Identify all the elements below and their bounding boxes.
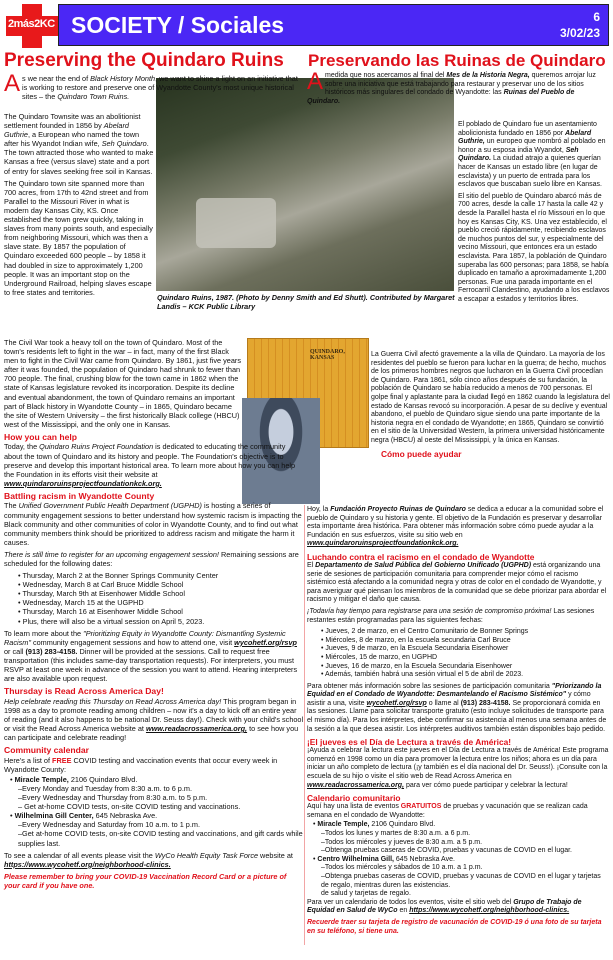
venue-detail-es: –Todos los miércoles y jueves de 8:30 a.m. a 5 p.m. — [321, 838, 483, 846]
venue-detail: –Every Wednesday and Thursday from 8:30 a.m. to 5 p.m. — [18, 793, 208, 803]
english-column-bottom — [4, 338, 304, 893]
session-item: • Thursday, March 16 at Eisenhower Middle School — [18, 607, 304, 616]
section-heading-read-es: ¡El jueves es el Día de Lectura a través de América! — [307, 737, 512, 748]
paragraph-register-es: ¡Todavía hay tiempo para registrarse para una sesión de compromiso próxima! Las sesiones restantes están programadas para las siguientes fechas: — [307, 607, 595, 624]
issue-date: 3/02/23 — [559, 26, 600, 40]
paragraph-all-events: To see a calendar of all events please visit the WyCo Health Equity Task Force website at https://www.wycohetf.org/neighborhood-clinics. — [4, 850, 293, 869]
venue-detail-es: –Todos los miércoles y sábados de 10 a.m. a 1 p.m. — [321, 864, 483, 872]
section-title: SOCIETY / Sociales — [71, 12, 285, 38]
headline-spanish: Preservando las Ruinas de Quindaro — [308, 51, 606, 70]
intro-paragraph: As we near the end of Black History Month, we want to shine a light on an initiative that is working to restore and preserve one of Wyandotte County's most unique historical sites – the Quindaro Town Ruins. — [4, 70, 298, 102]
english-column-top — [4, 112, 154, 300]
paragraph-learn-more: To learn more about the "Prioritizing Equity in Wyandotte County: Dismantling Systemic Racism" community engagement sessions and how to attend one, visit wycohetf.org/rsvp or call (913) 283-4158. Dinner will be provided at the sessions. Call to request free transportation (this includes same-day transportation requests). For interpreters, you must RSVP at least one week in advance of the session you want to attend. Hearing interpreters are also available upon request. — [4, 628, 298, 684]
venue-item-es: • Centro Wilhelmina Gill, 645 Nebraska Ave. — [313, 856, 609, 865]
english-intro — [4, 70, 304, 104]
paragraph-site-span: The Quindaro town site spanned more than 700 acres, from 17th to 42nd street and from Parallel to the Missouri River in what is modern day Kansas City, KS. Once established the town grew quickly, taking in slaves from many points south, and especially from neighboring Missouri, which was then a slave state. By 1857 the population of Quindaro exceeded 600 people – by 1858 it had doubled in size to approximately 1,200 people. It was an important stop on the Underground Railroad, helping slaves escape to free states and territories. — [4, 178, 153, 297]
phone-number-es: (913) 283-4158. — [460, 699, 511, 707]
session-item: • Wednesday, March 8 at Carl Bruce Middle School — [18, 580, 304, 589]
venue-detail: –Get at-home COVID tests, on-site COVID testing and vaccinations, and gift cards while supplies last. — [18, 829, 303, 848]
section-banner — [58, 4, 609, 46]
venue-list-es — [307, 821, 609, 830]
spanish-column-civilwar — [371, 351, 611, 459]
paragraph-help: Today, the Quindaro Ruins Project Foundation is dedicated to educating the community about the town of Quindaro and its history and people. The Foundation's objective is to preserve and develop this important historical area. To learn more about how you can help the Foundation in its efforts visit their website at www.quindaroruinsprojectfoundationkck.org. — [4, 442, 296, 488]
paragraph-townsite-es: El poblado de Quindaro fue un asentamiento abolicionista fundado en 1856 por Abelard Guthrie, un europeo que nombró al poblado en honor a su esposa india Wyandot, Seh Quindaro. La ciudad atrajo a quienes querían hacer de Kansas un estado libre (en lugar de esclavista) y un puerto de entrada para los esclavos que buscaban suelo libre en Kansas. — [458, 121, 606, 189]
foundation-website-link[interactable]: www.quindaroruinsprojectfoundationkck.org. — [4, 478, 162, 488]
session-item: • Wednesday, March 15 at the UGPHD — [18, 598, 304, 607]
clinics-link-es[interactable]: https://www.wycohetf.org/neighborhood-clinics. — [409, 907, 570, 915]
headline-english: Preserving the Quindaro Ruins — [4, 50, 284, 71]
read-across-america-link-es[interactable]: www.readacrossamerica.org, — [307, 781, 405, 789]
sessions-list-es — [307, 628, 609, 680]
session-item-es: • Miércoles, 8 de marzo, en la escuela secundaria Carl Bruce — [321, 637, 609, 646]
session-item: • Thursday, March 9th at Eisenhower Middle School — [18, 589, 304, 598]
paragraph-read: Help celebrate reading this Thursday on Read Across America day! This program began in 1998 as a day to promote reading among children – now it's a day to kick off an entire year of reading (and it also happens to be national Dr. Seuss day!). Check with your child's school or visit the Read Across America website at www.readacrossamerica.org, to see how you can participate and celebrate reading! — [4, 696, 304, 743]
quindaro-ruins-photo — [156, 78, 454, 291]
section-heading-calendar: Community calendar — [4, 745, 90, 756]
logo-text: 2más2KC — [8, 18, 55, 30]
venue-detail: –Every Monday and Tuesday from 8:30 a.m. to 6 p.m. — [18, 783, 192, 793]
session-item-es: • Jueves, 2 de marzo, en el Centro Comunitario de Bonner Springs — [321, 628, 609, 637]
paragraph-calendar-intro: Here's a list of FREE COVID testing and vaccination events that occur every week in Wyandotte County: — [4, 755, 278, 774]
drop-cap-es: A — [307, 68, 324, 95]
venue-detail-es: de salud y tarjetas de regalo. — [321, 890, 411, 898]
sessions-list — [4, 571, 304, 626]
venue-detail-es: –Obtenga pruebas caseras de COVID, pruebas y vacunas de COVID en el lugar. — [321, 847, 572, 855]
venue-list — [4, 775, 304, 784]
map-title: QUINDARO, KANSAS — [310, 349, 345, 361]
vaccination-card-reminder: Please remember to bring your COVID-19 Vaccination Record Card or a picture of your card if you have one. — [4, 871, 287, 890]
section-heading-read: Thursday is Read Across America Day! — [4, 686, 164, 697]
read-across-america-link[interactable]: www.readacrossamerica.org, — [145, 723, 248, 733]
vaccination-card-reminder-es: Recuerde traer su tarjeta de registro de vacunación de COVID-19 ó una foto de su tarjeta en su teléfono, si tiene una. — [307, 918, 602, 935]
intro-paragraph-es: Amedida que nos acercamos al final del Mes de la Historia Negra, queremos arrojar luz sobre una iniciativa que está trabajando para restaurar y preservar uno de los sitios históricos más singulares del condado de Wyandotte: las Ruinas del Pueblo de Quindaro. — [307, 68, 596, 105]
rsvp-link[interactable]: wycohetf.org/rsvp — [234, 637, 297, 647]
paragraph-help-es: Hoy, la Fundación Proyecto Ruinas de Quindaro se dedica a educar a la comunidad sobre el pueblo de Quindaro y su historia y gente. El objetivo de la Fundación es preservar y desarrollar esta importante área histórica. Para obtener más información sobre cómo puede ayudar a la Fundación en sus esfuerzos, visite su sitio web en www.quindaroruinsprojectfoundationkck.org. — [307, 506, 604, 548]
venue-item: • Wilhelmina Gill Center, 645 Nebraska Ave. — [10, 811, 304, 820]
paragraph-racism-es: El Departamento de Salud Pública del Gobierno Unificado (UGPHD) está organizando una serie de sesiones de participación comunitaria para comprender mejor cómo el racismo sistémico está afectando a la comunidad negra y otras de color en el condado de Wyandotte, y para averiguar qué piensan los miembros de la comunidad que se debe priorizar para abordar el racismo y mitigar el daño que causa. — [307, 561, 607, 604]
clinics-link[interactable]: https://www.wycohetf.org/neighborhood-clinics. — [4, 859, 171, 869]
spanish-column-bottom — [307, 506, 609, 939]
session-item: • Plus, there will also be a virtual session on April 5, 2023. — [18, 617, 304, 626]
section-heading-help-es: Cómo puede ayudar — [381, 448, 462, 459]
spanish-intro — [307, 68, 609, 109]
page-info — [560, 9, 600, 41]
paragraph-register: There is still time to register for an upcoming engagement session! Remaining sessions are scheduled for the following dates: — [4, 549, 299, 568]
venue-detail-es: –Todos los lunes y martes de 8:30 a.m. a 6 p.m. — [321, 830, 471, 837]
paragraph-townsite: The Quindaro Townsite was an abolitionist settlement founded in 1856 by Abelard Guthrie, a European who named the town after his Wyandot Indian wife, Seh Quindaro. The town attracted those who wanted to make Kansas a free (versus slave) state and a port of entry for slaves seeking free soil in Kansas. — [4, 112, 154, 176]
paragraph-site-span-es: El sitio del pueblo de Quindaro abarcó más de 700 acres, desde la calle 17 hasta la calle 42 y desde la Parallel hasta el río Missouri en lo que hoy es Kansas City, KS. Una vez establecido, el pueblo creció rápidamente, recibiendo esclavos de muchos puntos del sur, y especialmente del vecino Missouri, que entonces era un estado esclavista. Para 1857, la población de Quindaro superaba las 600 personas; para 1858, se había duplicado en tamaño a aproximadamente 1,200 personas. Fue una parada importante en el Ferrocarril Clandestino, ayudando a los esclavos a escapar a estados y territorios libres. — [458, 192, 610, 303]
publication-logo — [6, 4, 60, 48]
photo-caption: Quindaro Ruins, 1987. (Photo by Denny Smith and Ed Shutt). Contributed by Margaret Landis – KCK Public Library — [157, 293, 455, 312]
paragraph-calendar-intro-es: Aquí hay una lista de eventos GRATUITOS de pruebas y vacunación que se realizan cada semana en el condado de Wyandotte: — [307, 803, 588, 819]
paragraph-all-events-es: Para ver un calendario de todos los eventos, visite el sitio web del Grupo de Trabajo de Equidad en Salud de WyCo en https://www.wycohetf.org/neighborhood-clinics. — [307, 898, 582, 915]
session-item-es: • Además, también habrá una sesión virtual el 5 de abril de 2023. — [321, 671, 609, 680]
spanish-column-side — [458, 121, 610, 307]
session-item: • Thursday, March 2 at the Bonner Springs Community Center — [18, 571, 304, 580]
column-divider — [304, 505, 305, 945]
rsvp-link-es[interactable]: wycohetf.org/rsvp — [366, 699, 427, 707]
page-number: 6 — [593, 10, 600, 24]
venue-detail-es: –Obtenga pruebas caseras de COVID, pruebas y vacunas de COVID en el lugar y tarjetas de regalo, mientras duren las existencias. — [321, 872, 601, 889]
venue-detail: –Every Wednesday and Saturday from 10 a.m. to 1 p.m. — [18, 820, 200, 830]
venue-list-es — [307, 856, 609, 865]
section-heading-racism: Battling racism in Wyandotte County — [4, 490, 155, 501]
venue-item: • Miracle Temple, 2106 Quindaro Blvd. — [10, 775, 304, 784]
section-heading-racism-es: Luchando contra el racismo en el condado de Wyandotte — [307, 551, 535, 562]
session-item-es: • Jueves, 16 de marzo, en la Escuela Secundaria Eisenhower — [321, 663, 609, 672]
paragraph-civil-war-es: La Guerra Civil afectó gravemente a la villa de Quindaro. La mayoría de los residentes del pueblo se fueron para luchar en la guerra; de hecho, muchos de los primeros hombres negros que lucharon en la Guerra Civil procedían de Quindaro. Para 1861, sólo cinco años después de su fundación, la población de Quindaro se había reducido a menos de 700 personas. El golpe final y aplastante para la ciudad llegó en 1862 cuando la legislatura del estado de Kansas revocó su incorporación. A pesar de su declive y eventual abandono, el pueblo de Quindaro sigue siendo una parte importante de la historia negra en el condado de Wyandotte; en 1865, Quindaro se convirtió en el sitio de la Universidad Western, la primera universidad históricamente negra (HBCU) al oeste del Mississippi, y la única en Kansas. — [371, 351, 610, 444]
paragraph-learn-more-es: Para obtener más información sobre las sesiones de participación comunitaria "Priorizando la Equidad en el Condado de Wyandotte: Desmantelando el Racismo Sistémico" y cómo asistir a una, visite wycohetf.org/rsvp o llame al (913) 283-4158. Se proporcionará comida en las sesiones. Llame para solicitar transporte gratuito (esto incluye solicitudes de transporte para el mismo día). Para los intérpretes, debe confirmar su asistencia al menos una semana antes de la sesión a la que desea asistir. Los intérpretes auditivos también están disponibles bajo pedido. — [307, 682, 607, 733]
section-heading-help: How you can help — [4, 431, 78, 442]
venue-detail: – Get at-home COVID tests, on-site COVID testing and vaccinations. — [18, 802, 241, 812]
phone-number: (913) 283-4158. — [25, 646, 78, 656]
paragraph-civil-war: The Civil War took a heavy toll on the town of Quindaro. Most of the town's residents left to fight in the war – in fact, many of the first Black men to fight in the Civil War came from Quindaro. By 1861, just five years after it was founded, the population of Quindaro had shrunk to fewer than 700 people. The final, crushing blow for the town came in 1862 when the state of Kansas legislature revoked its incorporation. Despite its decline and eventual abandonment, the town of Quindaro remains an important part of Black history in Wyandotte County – in 1865, Quindaro became the site of Western University – the first historically Black college (HBCU) west of the Mississippi, and the only one in Kansas. — [4, 338, 241, 429]
session-item-es: • Jueves, 9 de marzo, en la Escuela Secundaria Eisenhower — [321, 645, 609, 654]
venue-item-es: • Miracle Temple, 2106 Quindaro Blvd. — [313, 821, 609, 830]
page-header — [0, 0, 613, 50]
paragraph-read-es: ¡Ayuda a celebrar la lectura este jueves en el Día de Lectura a través de América! Este programa comenzó en 1998 como un día para promover la lectura entre los niños; ahora es un día para iniciar un año completo de lectura (¡y también es el día nacional del Dr. Seuss!). ¡Consulte con la escuela de su hijo o visite el sitio web de Read Across America en www.readacrossamerica.org, para ver cómo puede participar y celebrar la lectura! — [307, 747, 609, 789]
drop-cap: A — [4, 70, 21, 97]
paragraph-racism: The Unified Government Public Health Department (UGPHD) is hosting a series of community engagement sessions to better understand how systemic racism is impacting the Black community and other communities of color in Wyandotte County, and to find out what community members think should be prioritized to address racism and mitigate the harm it causes. — [4, 501, 302, 547]
venue-list — [4, 811, 304, 820]
section-heading-calendar-es: Calendario comunitario — [307, 793, 401, 804]
foundation-website-link-es[interactable]: www.quindaroruinsprojectfoundationkck.org. — [307, 540, 459, 548]
session-item-es: • Miércoles, 15 de marzo, en UGPHD — [321, 654, 609, 663]
